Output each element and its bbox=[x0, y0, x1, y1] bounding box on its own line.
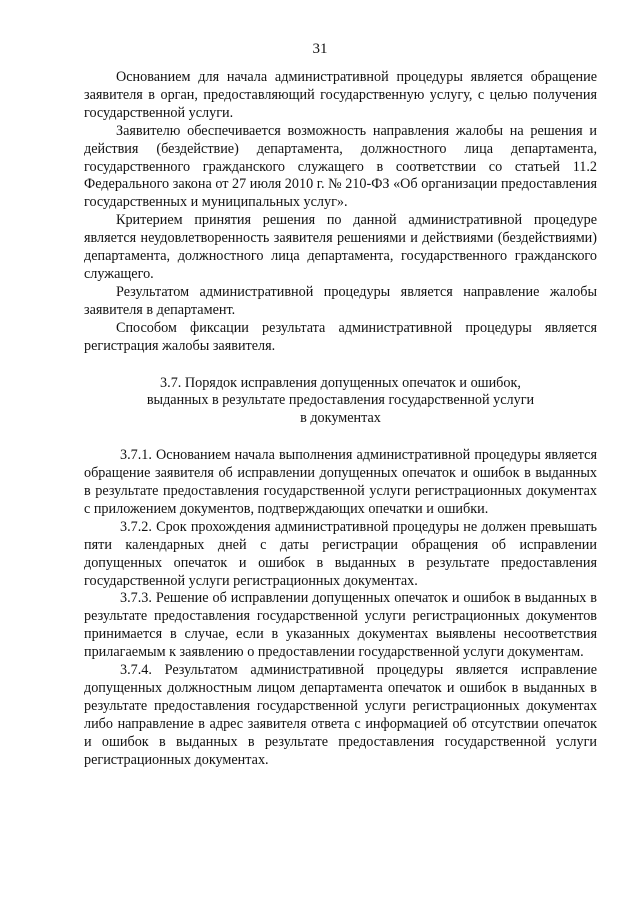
subsection-3-7-1: 3.7.1. Основанием начала выполнения административной процедуры является обращение заявителя об исправлении допущенных опечаток и ошибок в выданных в результате предоставления государственной услуги регистрационных документах с приложением документов, подтверждающих опечатки и ошибки. bbox=[84, 447, 597, 517]
subsection-3-7-4: 3.7.4. Результатом административной процедуры является исправление допущенных должностным лицом департамента опечаток и ошибок в выданных в результате предоставления государственной услуги регистрационных документах либо направление в адрес заявителя ответа с информацией об отсутствии опечаток и ошибок в выданных в результате предоставления государственной услуги регистрационных документах. bbox=[84, 662, 597, 768]
paragraph-decision-criterion: Критерием принятия решения по данной административной процедуре является неудовлетворенность заявителя решениями и действиями (бездействиями) департамента, должностного лица департамента, государственного гражданского служащего. bbox=[84, 212, 597, 282]
paragraph-complaint-right: Заявителю обеспечивается возможность направления жалобы на решения и действия (бездействие) департамента, должностного лица департамента, государственного гражданского служащего в соответствии со статьей 11.2 Федерального закона от 27 июля 2010 г. № 210-ФЗ «Об организации предоставления государственных и муниципальных услуг». bbox=[84, 122, 597, 211]
section-title-line: в документах bbox=[300, 410, 381, 427]
subsection-3-7-3: 3.7.3. Решение об исправлении допущенных опечаток и ошибок в выданных в результате предоставления государственной услуги регистрационных документов принимается в случае, если в указанных документах выявлены несоответствия прилагаемым к заявлению о предоставлении государственной услуги документам. bbox=[84, 590, 597, 661]
subsection-3-7-2: 3.7.2. Срок прохождения административной процедуры не должен превышать пяти календарных дней с даты регистрации обращения об исправлении допущенных опечаток и ошибок в выданных в результате предоставления государственной услуги регистрационных документах. bbox=[84, 518, 597, 589]
paragraph-fixation-method: Способом фиксации результата административной процедуры является регистрация жалобы заявителя. bbox=[84, 319, 597, 354]
page-number: 31 bbox=[312, 41, 328, 57]
document-body bbox=[84, 69, 597, 770]
section-title bbox=[84, 375, 597, 429]
section-title-line: 3.7. Порядок исправления допущенных опечаток и ошибок, bbox=[160, 374, 521, 391]
paragraph-basis: Основанием для начала административной процедуры является обращение заявителя в орган, предоставляющий государственную услугу, с целью получения государственной услуги. bbox=[84, 69, 597, 121]
section-title-line: выданных в результате предоставления государственной услуги bbox=[146, 392, 535, 409]
paragraph-result: Результатом административной процедуры является направление жалобы заявителя в департамент. bbox=[84, 283, 597, 318]
